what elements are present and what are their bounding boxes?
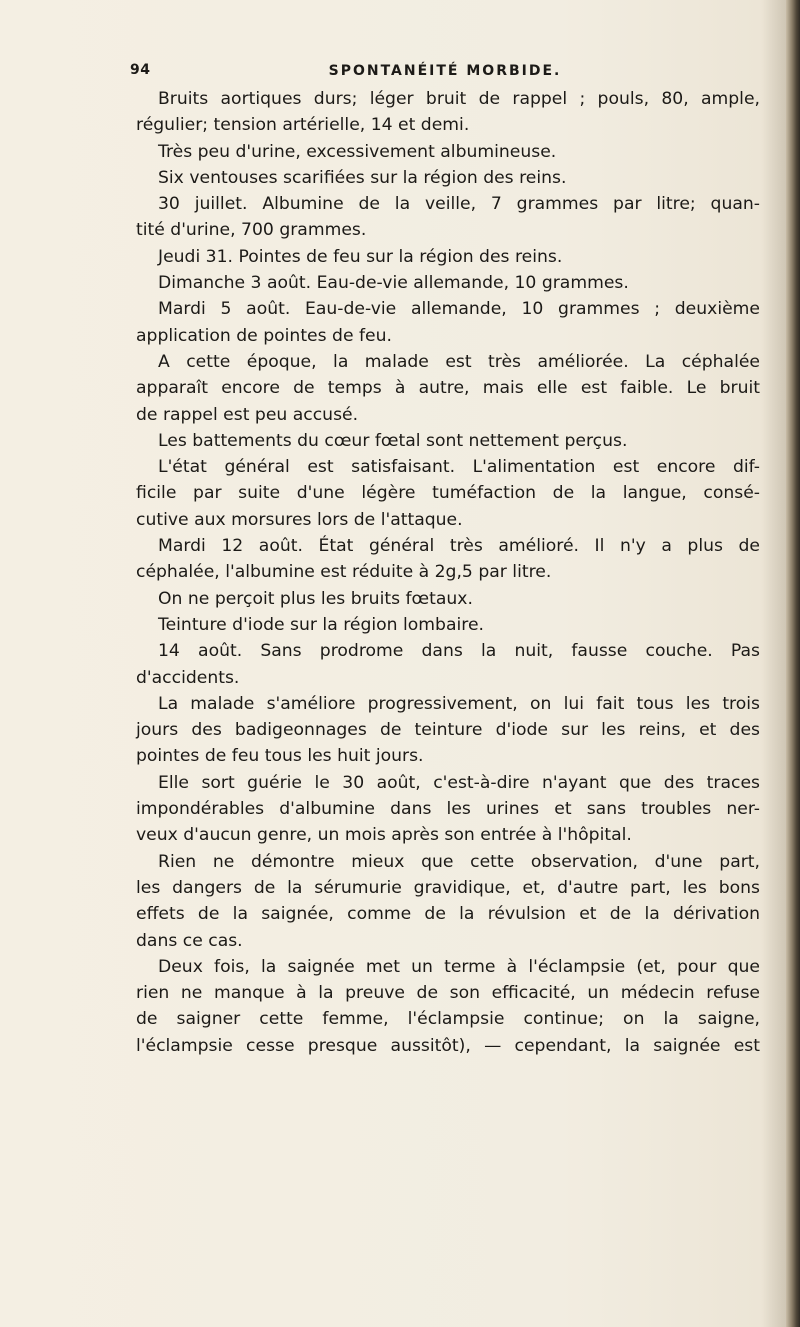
book-spine-edge xyxy=(786,0,800,1327)
text-line: Mardi 12 août. État général très amélioré. Il n'y a plus de xyxy=(158,536,760,557)
text-line: Bruits aortiques durs; léger bruit de rappel ; pouls, 80, ample, xyxy=(158,89,760,109)
text-line: rien ne manque à la preuve de son efficacité, un médecin refuse xyxy=(136,983,760,1004)
page-header xyxy=(130,62,760,86)
text-line: Jeudi 31. Pointes de feu sur la région des reins. xyxy=(158,246,563,267)
text-line: de rappel est peu accusé. xyxy=(136,404,359,425)
text-line: Mardi 5 août. Eau-de-vie allemande, 10 grammes ; deuxième xyxy=(158,299,760,320)
text-line: Teinture d'iode sur la région lombaire. xyxy=(158,614,484,635)
text-line: apparaît encore de temps à autre, mais elle est faible. Le bruit xyxy=(136,378,760,399)
text-line: A cette époque, la malade est très améliorée. La céphalée xyxy=(158,351,760,372)
text-line: Rien ne démontre mieux que cette observation, d'une part, xyxy=(158,851,760,872)
text-line: application de pointes de feu. xyxy=(136,325,392,346)
text-line: La malade s'améliore progressivement, on lui fait tous les trois xyxy=(158,693,760,714)
text-line: cutive aux morsures lors de l'attaque. xyxy=(136,509,463,530)
text-line: l'éclampsie cesse presque aussitôt), — cependant, la saignée est xyxy=(136,1035,760,1056)
text-line: veux d'aucun genre, un mois après son entrée à l'hôpital. xyxy=(136,825,632,846)
text-line: dans ce cas. xyxy=(136,930,243,951)
text-line: d'accidents. xyxy=(136,667,240,688)
text-line: Très peu d'urine, excessivement albumineuse. xyxy=(158,141,557,162)
page-number: 94 xyxy=(130,62,151,78)
text-line: L'état général est satisfaisant. L'alimentation est encore dif- xyxy=(158,457,760,478)
spine-shadow xyxy=(762,0,786,1327)
text-line: de saigner cette femme, l'éclampsie continue; on la saigne, xyxy=(136,1009,760,1030)
running-title: SPONTANÉITÉ MORBIDE. xyxy=(328,63,562,79)
text-line: régulier; tension artérielle, 14 et demi. xyxy=(136,115,470,136)
text-line: céphalée, l'albumine est réduite à 2g,5 par litre. xyxy=(136,562,552,583)
text-line: 30 juillet. Albumine de la veille, 7 grammes par litre; quan- xyxy=(158,194,760,215)
text-line: 14 août. Sans prodrome dans la nuit, fausse couche. Pas xyxy=(158,641,760,662)
text-line: Les battements du cœur fœtal sont nettement perçus. xyxy=(158,430,628,451)
text-line: jours des badigeonnages de teinture d'iode sur les reins, et des xyxy=(136,720,760,741)
text-line: effets de la saignée, comme de la révulsion et de la dérivation xyxy=(136,904,760,925)
text-line: Deux fois, la saignée met un terme à l'éclampsie (et, pour que xyxy=(158,956,760,977)
text-line: tité d'urine, 700 grammes. xyxy=(136,220,367,241)
text-line: Elle sort guérie le 30 août, c'est-à-dire n'ayant que des traces xyxy=(158,772,760,793)
text-line: Dimanche 3 août. Eau-de-vie allemande, 10 grammes. xyxy=(158,273,629,294)
body-text xyxy=(136,86,760,1059)
text-line: les dangers de la sérumurie gravidique, et, d'autre part, les bons xyxy=(136,877,760,898)
text-line: impondérables d'albumine dans les urines et sans troubles ner- xyxy=(136,799,760,820)
text-line: On ne perçoit plus les bruits fœtaux. xyxy=(158,588,473,609)
text-line: pointes de feu tous les huit jours. xyxy=(136,746,424,767)
text-line: Six ventouses scarifiées sur la région des reins. xyxy=(158,167,567,188)
text-line: ficile par suite d'une légère tuméfaction de la langue, consé- xyxy=(136,483,760,504)
